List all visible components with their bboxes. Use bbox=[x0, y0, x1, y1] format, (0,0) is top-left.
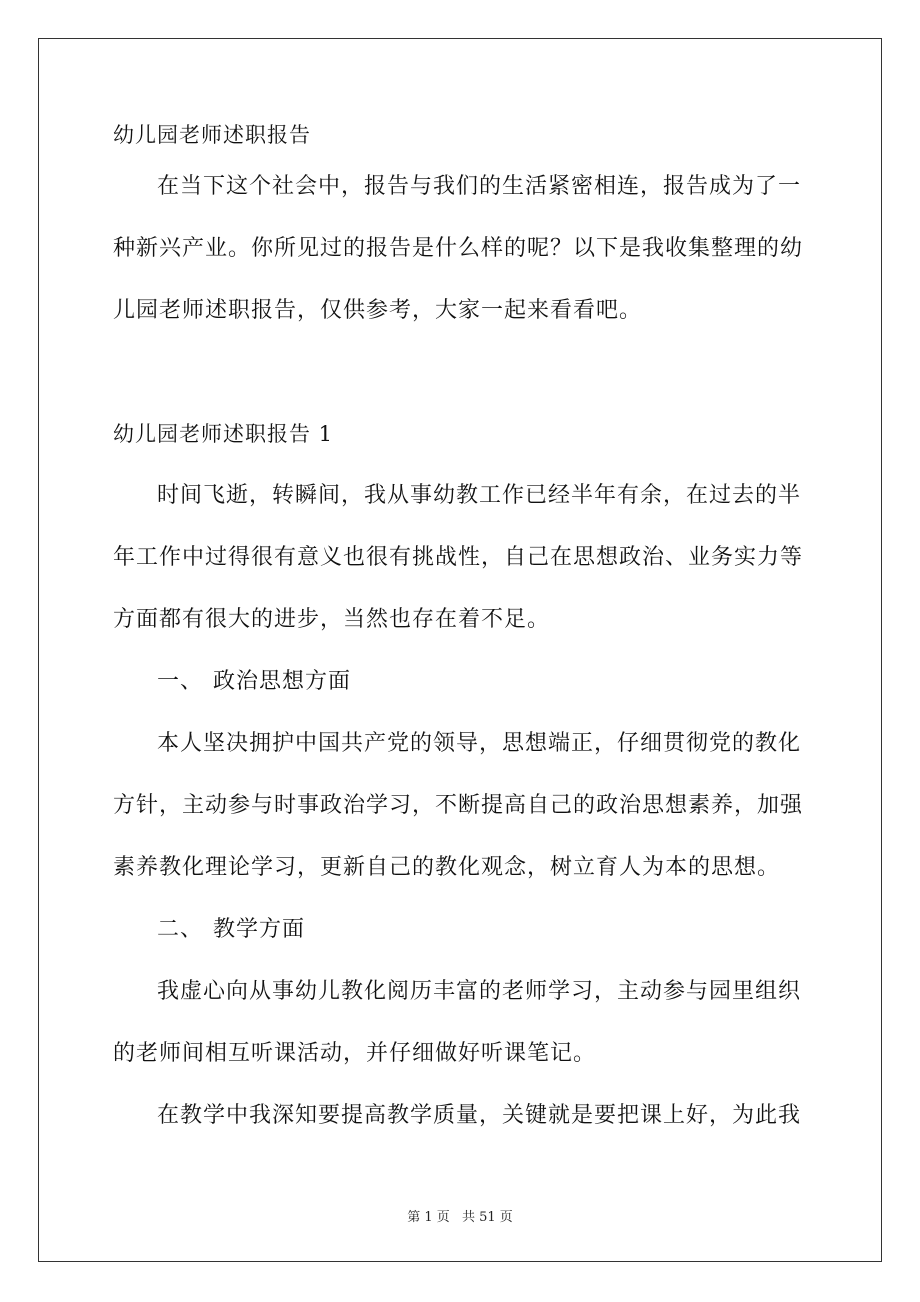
total-pages: 共 51 页 bbox=[461, 1210, 513, 1225]
text-line: 年工作中过得很有意义也很有挑战性，自己在思想政治、业务实力等 bbox=[113, 545, 804, 570]
document-body bbox=[113, 120, 813, 1131]
document-title: 幼儿园老师述职报告 bbox=[113, 123, 311, 147]
page-number: 第 1 页 bbox=[407, 1210, 450, 1225]
text-line: 方针，主动参与时事政治学习，不断提高自己的政治思想素养，加强 bbox=[113, 793, 804, 818]
teaching-paragraph-2 bbox=[113, 1101, 813, 1131]
text-line: 的老师间相互听课活动，并仔细做好听课笔记。 bbox=[113, 1041, 597, 1066]
intro-paragraph bbox=[113, 172, 813, 326]
section-title: 幼儿园老师述职报告 1 bbox=[113, 422, 334, 446]
heading-number: 二、 bbox=[157, 917, 204, 942]
text-line: 在教学中我深知要提高教学质量，关键就是要把课上好，为此我 bbox=[157, 1103, 802, 1128]
text-line: 在当下这个社会中，报告与我们的生活紧密相连，报告成为了一 bbox=[157, 174, 802, 199]
text-line: 时间飞逝，转瞬间，我从事幼教工作已经半年有余，在过去的半 bbox=[157, 483, 802, 508]
text-line: 种新兴产业。你所见过的报告是什么样的呢？以下是我收集整理的幼 bbox=[113, 236, 804, 261]
political-paragraph bbox=[113, 729, 813, 883]
text-line: 方面都有很大的进步，当然也存在着不足。 bbox=[113, 607, 551, 632]
heading-teaching bbox=[113, 915, 813, 945]
heading-number: 一、 bbox=[157, 669, 204, 694]
heading-political bbox=[113, 667, 813, 697]
page-footer bbox=[0, 1206, 920, 1225]
teaching-paragraph bbox=[113, 977, 813, 1069]
text-line: 本人坚决拥护中国共产党的领导，思想端正，仔细贯彻党的教化 bbox=[157, 731, 802, 756]
text-line: 素养教化理论学习，更新自己的教化观念，树立育人为本的思想。 bbox=[113, 855, 781, 880]
heading-text: 政治思想方面 bbox=[213, 669, 352, 694]
section-intro-paragraph bbox=[113, 481, 813, 635]
heading-text: 教学方面 bbox=[213, 917, 306, 942]
text-line: 儿园老师述职报告，仅供参考，大家一起来看看吧。 bbox=[113, 298, 643, 323]
text-line: 我虚心向从事幼儿教化阅历丰富的老师学习，主动参与园里组织 bbox=[157, 979, 802, 1004]
